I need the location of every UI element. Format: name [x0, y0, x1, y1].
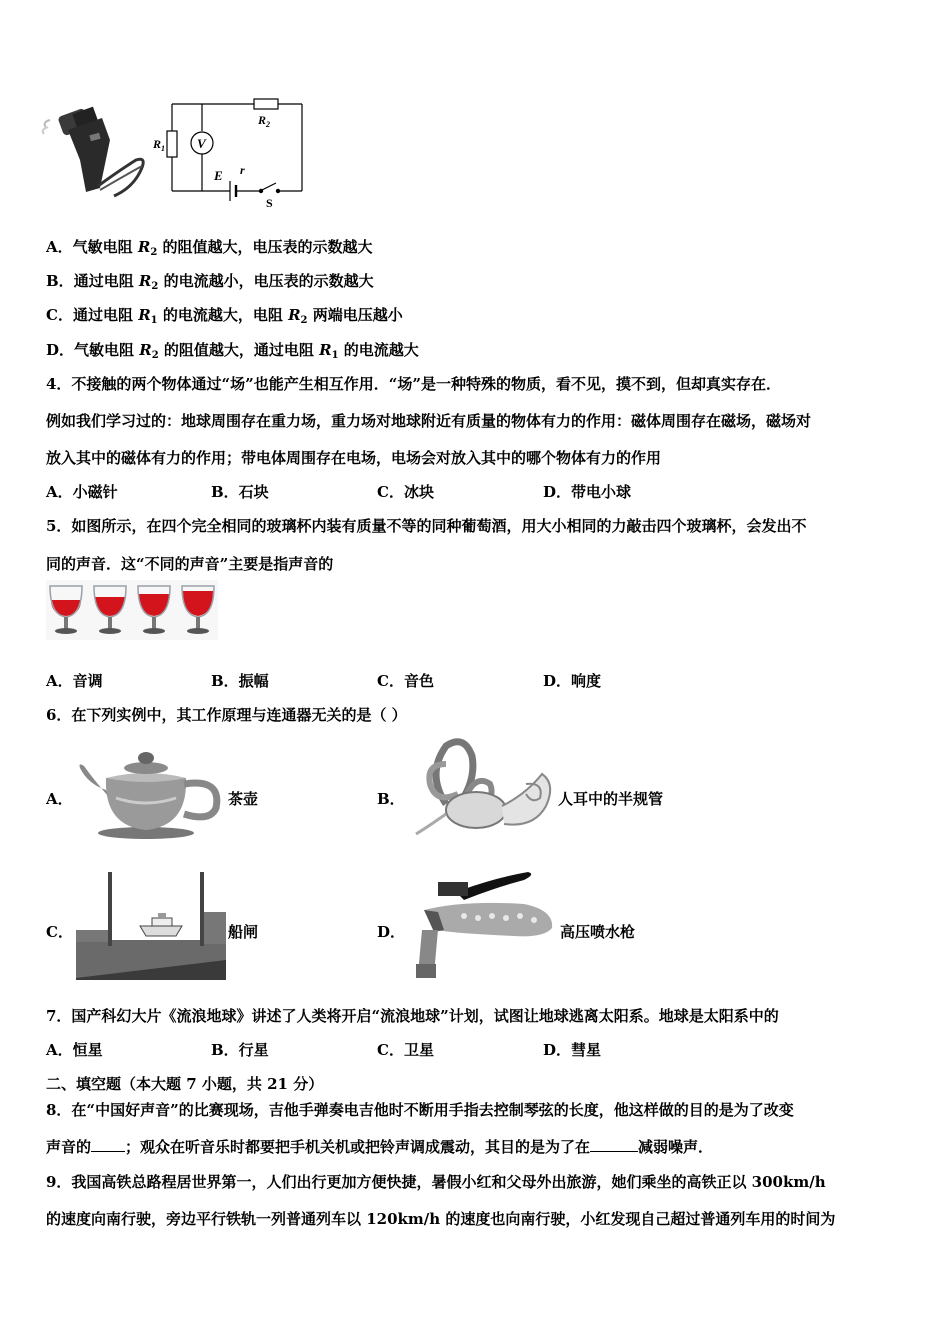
- section-2-title: 二、填空题（本大题 7 小题，共 21 分）: [46, 1075, 324, 1093]
- q7-option-a: A．恒星: [46, 1041, 103, 1059]
- q6-option-b-caption: 人耳中的半规管: [558, 790, 664, 808]
- q4-option-b: B．石块: [211, 483, 269, 501]
- q6-option-a-caption: 茶壶: [228, 790, 259, 808]
- q7-option-b: B．行星: [211, 1041, 269, 1059]
- q8-blank-1[interactable]: [91, 1151, 125, 1152]
- q7-option-c: C．卫星: [377, 1041, 434, 1059]
- q4-option-a: A．小磁针: [46, 483, 118, 501]
- q4-stem-line-1: 4．不接触的两个物体通过“场”也能产生相互作用．“场”是一种特殊的物质，看不见，摸不到，但却真实存在．: [46, 375, 781, 393]
- q6-stem: 6．在下列实例中，其工作原理与连通器无关的是（ ）: [46, 706, 407, 724]
- q6-option-a-letter: A．: [46, 790, 73, 808]
- q3-option-c: C．通过电阻 $R_1$ 的电流越大，电阻 $R_2$ 两端电压越小: [46, 306, 403, 326]
- switch-label: S: [266, 196, 273, 210]
- circuit-diagram: [150, 96, 310, 212]
- q5-stem-line-1: 5．如图所示，在四个完全相同的玻璃杯内装有质量不等的同种葡萄酒，用大小相同的力敲击四个玻璃杯，会发出不: [46, 517, 807, 535]
- q3-option-b: B．通过电阻 $R_2$ 的电流越小，电压表的示数越大: [46, 272, 374, 292]
- teapot-image: [76, 738, 226, 840]
- q6-option-d-caption: 高压喷水枪: [560, 923, 636, 941]
- q9-line-1: 9．我国高铁总路程居世界第一，人们出行更加方便快捷，暑假小红和父母外出旅游，她们乘坐的高铁正以 300km/h: [46, 1173, 826, 1191]
- breathalyzer-image: [40, 100, 150, 210]
- q8-blank-2[interactable]: [590, 1151, 638, 1152]
- water-gun-image: [404, 870, 558, 982]
- q7-stem: 7．国产科幻大片《流浪地球》讲述了人类将开启“流浪地球”计划，试图让地球逃离太阳系。地球是太阳系中的: [46, 1007, 779, 1025]
- q8-line-1: 8．在“中国好声音”的比赛现场，吉他手弹奏电吉他时不断用手指去控制琴弦的长度，他这样做的目的是为了改变: [46, 1101, 794, 1119]
- q4-option-d: D．带电小球: [543, 483, 632, 501]
- q6-option-b-letter: B．: [377, 790, 405, 808]
- q4-option-c: C．冰块: [377, 483, 434, 501]
- q4-stem-line-2: 例如我们学习过的：地球周围存在重力场，重力场对地球附近有质量的物体有力的作用：磁体周围存在磁场，磁场对: [46, 412, 812, 430]
- q6-option-c-caption: 船闸: [228, 923, 259, 941]
- q5-option-d: D．响度: [543, 672, 602, 690]
- q5-option-c: C．音色: [377, 672, 434, 690]
- q3-option-d: D．气敏电阻 $R_2$ 的阻值越大，通过电阻 $R_1$ 的电流越大: [46, 341, 419, 361]
- q5-stem-line-2: 同的声音．这“不同的声音”主要是指声音的: [46, 555, 334, 573]
- emf-label: E: [214, 168, 223, 183]
- q7-option-d: D．彗星: [543, 1041, 602, 1059]
- inner-ear-image: [406, 734, 556, 844]
- r1-label: $R_1$: [153, 137, 166, 153]
- q5-option-a: A．音调: [46, 672, 103, 690]
- wine-glasses-image: [46, 580, 218, 640]
- ship-lock-image: [76, 870, 226, 980]
- q9-line-2: 的速度向南行驶，旁边平行铁轨一列普通列车以 120km/h 的速度也向南行驶，小红发现自己超过普通列车用的时间为: [46, 1210, 836, 1228]
- q5-option-b: B．振幅: [211, 672, 269, 690]
- volt-label: V: [197, 136, 206, 151]
- res-label: r: [240, 163, 245, 177]
- q3-option-a: A．气敏电阻 $R_2$ 的阻值越大，电压表的示数越大: [46, 238, 373, 258]
- q8-line-2: 声音的 ；观众在听音乐时都要把手机关机或把铃声调成震动，其目的是为了在 减弱噪声．: [46, 1138, 714, 1156]
- q4-stem-line-3: 放入其中的磁体有力的作用；带电体周围存在电场，电场会对放入其中的哪个物体有力的作用: [46, 449, 662, 467]
- q6-option-d-letter: D．: [377, 923, 406, 941]
- q6-option-c-letter: C．: [46, 923, 73, 941]
- r2-label: $R_2$: [258, 113, 271, 129]
